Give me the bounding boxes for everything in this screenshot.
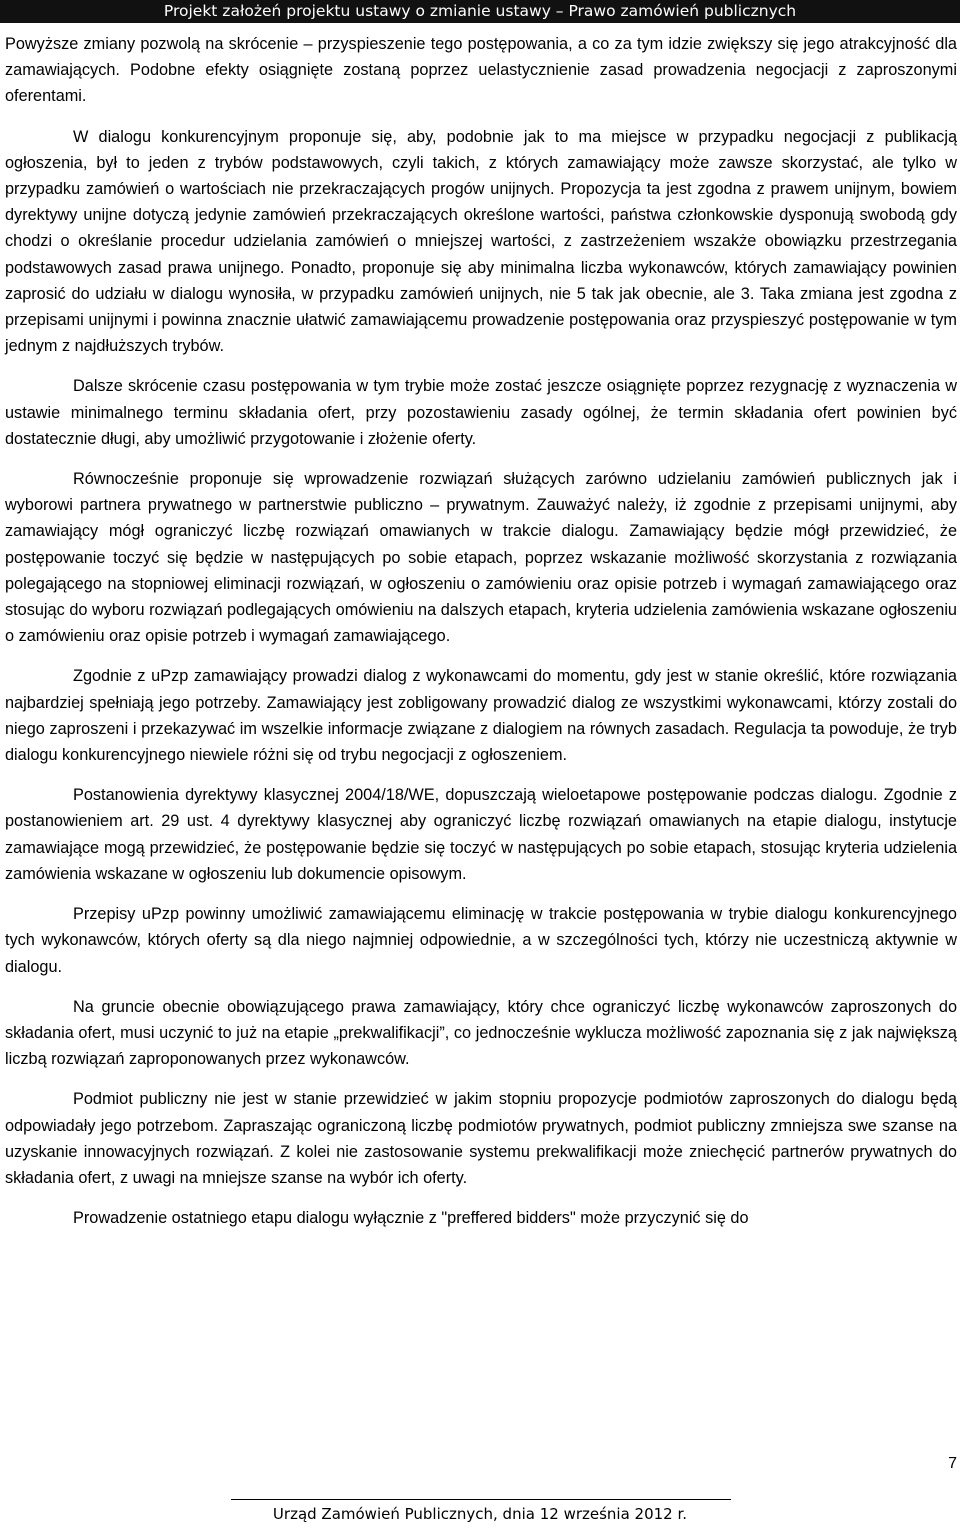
paragraph: Powyższe zmiany pozwolą na skrócenie – przyspieszenie tego postępowania, a co za tym idzie zwiększy się jego atrakcyjność dla zamawiających. Podobne efekty osiągnięte zostaną poprzez uelastycznienie zasad prowadzenia negocjacji z zaproszonymi oferentami. [5,35,957,106]
paragraph: Równocześnie proponuje się wprowadzenie rozwiązań służących zarówno udzielaniu zamówień publicznych jak i wyborowi partnera prywatnego w partnerstwie publiczno – prywatnym. Zauważyć należy, iż zgodnie z przepisami unijnymi, aby zamawiający mógł ograniczyć liczbę rozwiązań omawianych w trakcie dialogu. Zamawiający będzie mógł przewidzieć, że postępowanie toczyć się będzie w następujących po sobie etapach, poprzez wskazanie możliwość skorzystania z rozwiązania polegającego na stopniowej eliminacji rozwiązań, w ogłoszeniu o zamówieniu oraz opisie potrzeb i wymagań zamawiającego oraz stosując do wyboru rozwiązań podlegających omówieniu na dalszych etapach, kryteria udzielenia zamówienia wskazane ogłoszeniu o zamówieniu oraz opisie potrzeb i wymagań zamawiającego. [5,470,957,646]
page-header [0,0,960,23]
paragraph: Zgodnie z uPzp zamawiający prowadzi dialog z wykonawcami do momentu, gdy jest w stanie określić, które rozwiązania najbardziej spełniają jego potrzeby. Zamawiający jest zobligowany prowadzić dialog ze wszystkimi wykonawcami, którzy zostali do niego zaproszeni i przekazywać im wszelkie informacje związane z dialogiem na równych zasadach. Regulacja ta powoduje, że tryb dialogu konkurencyjnego niewiele różni się od trybu negocjacji z ogłoszeniem. [5,667,957,765]
paragraph: Podmiot publiczny nie jest w stanie przewidzieć w jakim stopniu propozycje podmiotów zaproszonych do dialogu będą odpowiadały jego potrzebom. Zapraszając ograniczoną liczbę podmiotów prywatnych, podmiot publiczny zmniejsza swe szanse na uzyskanie innowacyjnych rozwiązań. Z kolei nie zastosowanie systemu prekwalifikacji może zniechęcić partnerów prywatnych do składania ofert, z uwagi na mniejsze szanse na wybór ich oferty. [5,1090,957,1187]
paragraph: Dalsze skrócenie czasu postępowania w tym trybie może zostać jeszcze osiągnięte poprzez rezygnację z wyznaczenia w ustawie minimalnego terminu składania ofert, przy pozostawieniu zasady ogólnej, że termin składania ofert powinien być dostatecznie długi, aby umożliwić przygotowanie i złożenie oferty. [5,377,957,448]
paragraph: Prowadzenie ostatniego etapu dialogu wyłącznie z "preffered bidders" może przyczynić się do [73,1209,749,1228]
footer-text: Urząd Zamówień Publicznych, dnia 12 września 2012 r. [272,1505,688,1523]
document-body [5,31,957,1231]
paragraph: Na gruncie obecnie obowiązującego prawa zamawiający, który chce ograniczyć liczbę wykonawców zaproszonych do składania ofert, musi uczynić to już na etapie „prekwalifikacji”, co jednocześnie wyklucza możliwość zapoznania się z jak największą liczbą rozwiązań zaproponowanych przez wykonawców. [5,997,957,1069]
header-title: Projekt założeń projektu ustawy o zmianie ustawy – Prawo zamówień publicznych [163,2,797,20]
footer-divider [231,1499,731,1500]
paragraph: Przepisy uPzp powinny umożliwić zamawiającemu eliminację w trakcie postępowania w trybie dialogu konkurencyjnego tych wykonawców, których oferty są dla niego najmniej odpowiednie, a w szczególności tych, którzy nie uczestniczą aktywnie w dialogu. [5,905,957,976]
paragraph: Postanowienia dyrektywy klasycznej 2004/18/WE, dopuszczają wieloetapowe postępowanie podczas dialogu. Zgodnie z postanowieniem art. 29 ust. 4 dyrektywy klasycznej aby ograniczyć liczbę rozwiązań omawianych na etapie dialogu, instytucje zamawiające mogą przewidzieć, że postępowanie będzie się toczyć w następujących po sobie etapach, stosując kryteria udzielenia zamówienia wskazane w ogłoszeniu lub dokumencie opisowym. [5,786,957,883]
paragraph: W dialogu konkurencyjnym proponuje się, aby, podobnie jak to ma miejsce w przypadku negocjacji z publikacją ogłoszenia, był to jeden z trybów podstawowych, czyli takich, z których zamawiający może zawsze skorzystać, ale tylko w przypadku zamówień o wartościach nie przekraczających progów unijnych. Propozycja ta jest zgodna z prawem unijnym, bowiem dyrektywy unijne dotyczą jedynie zamówień przekraczających określone wartości, państwa członkowskie dysponują swobodą gdy chodzi o określanie procedur udzielania zamówień o mniejszej wartości, z zastrzeżeniem wszakże obowiązku przestrzegania podstawowych zasad prawa unijnego. Ponadto, proponuje się aby minimalna liczba wykonawców, których zamawiający powinien zaprosić do udziału w dialogu wynosiła, w przypadku zamówień unijnych, nie 5 tak jak obecnie, ale 3. Taka zmiana jest zgodna z przepisami unijnymi i powinna znacznie ułatwić zamawiającemu prowadzenie postępowania oraz przyspieszyć postępowanie w tym jednym z najdłuższych trybów. [5,127,957,356]
page-number: 7 [948,1455,957,1472]
